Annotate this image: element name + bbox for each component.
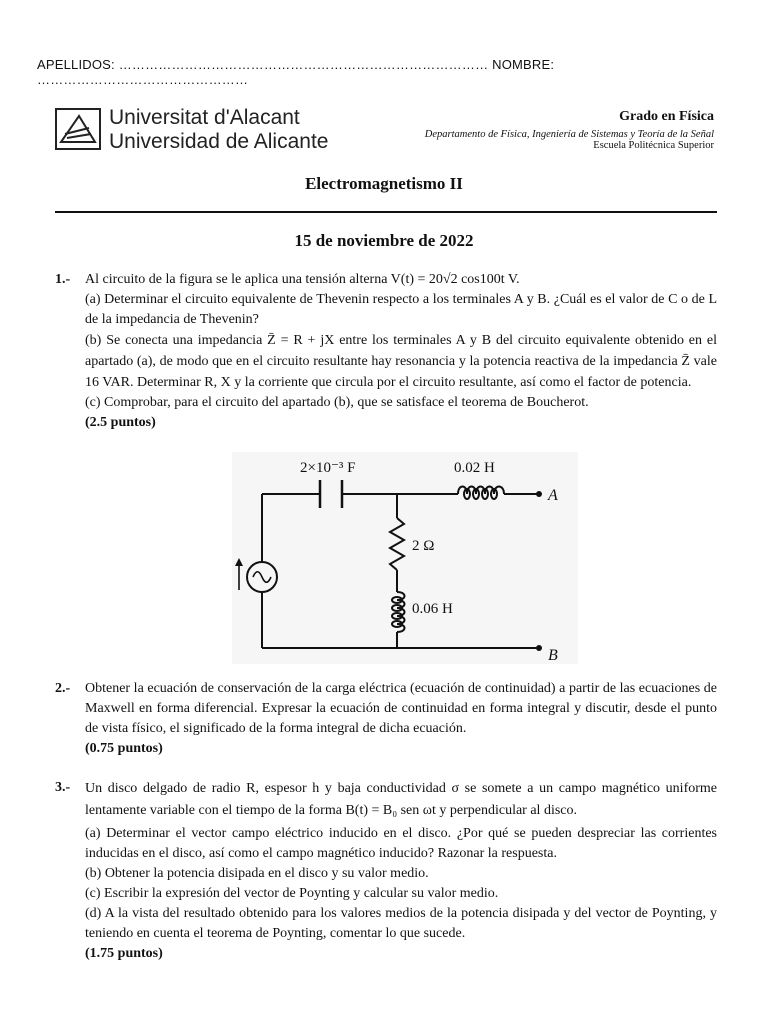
nombre-field[interactable]: ………………………………………… (37, 72, 249, 87)
question-points: (2.5 puntos) (85, 415, 156, 430)
university-name (109, 106, 328, 154)
question-number: 3.- (55, 780, 71, 795)
question-intro: Al circuito de la figura se le aplica una tensión alterna V(t) = 20√2 cos100t V. (85, 272, 520, 287)
question-part-a: (a) Determinar el vector campo eléctrico inducido en el disco. ¿Por qué se pueden despreciar las corrientes inducidas en el disco, así como el campo magnético inducido? Razonar la respuesta. (85, 826, 717, 861)
terminal-b-label: B (548, 647, 558, 664)
school-name: Escuela Politécnica Superior (593, 140, 714, 151)
question-part-c: (c) Escribir la expresión del vector de Poynting y calcular su valor medio. (85, 886, 499, 901)
department-name: Departamento de Física, Ingeniería de Sistemas y Teoría de la Señal (424, 129, 714, 140)
terminal-b-icon (536, 645, 542, 651)
university-line2: Universidad de Alicante (109, 130, 329, 153)
question-3 (55, 778, 717, 964)
question-body: Obtener la ecuación de conservación de la carga eléctrica (ecuación de continuidad) a partir de las ecuaciones de Maxwell en forma diferencial. Expresar la ecuación de continuidad en forma integral y discutir, desde el punto de vista físico, el significado de la forma integral de dicha ecuación. (85, 681, 717, 736)
circuit-diagram (232, 452, 578, 664)
question-number: 2.- (55, 681, 71, 696)
apellidos-label: APELLIDOS: (37, 57, 115, 72)
resistor-label: 2 Ω (412, 538, 435, 554)
question-part-d: (d) A la vista del resultado obtenido para los valores medios de la potencia disipada y del vector de Poynting, y teniendo en cuenta el teorema de Poynting, comentar lo que sucede. (85, 906, 717, 941)
question-2 (55, 679, 717, 759)
question-points: (1.75 puntos) (85, 946, 163, 961)
inductor-bottom-icon (392, 592, 405, 632)
question-part-a: (a) Determinar el circuito equivalente de Thevenin respecto a los terminales A y B. ¿Cuál es el valor de C o de L de la impedancia de Thevenin? (85, 292, 717, 327)
terminal-a-label: A (548, 487, 558, 504)
exam-date: 15 de noviembre de 2022 (294, 231, 474, 250)
apellidos-field[interactable]: ………………………………………………………………………… (118, 57, 489, 72)
question-part-c: (c) Comprobar, para el circuito del apartado (b), que se satisface el teorema de Boucherot. (85, 395, 589, 410)
question-points: (0.75 puntos) (85, 741, 163, 756)
question-1 (55, 270, 717, 433)
question-part-b: (b) Se conecta una impedancia Z̄ = R + jX entre los terminales A y B del circuito equivalente obtenido en el apartado (a), de modo que en el circuito resultante hay resonancia y la potencia reactiva de la impedancia Z̄ vale 16 VAR. Determinar R, X y la corriente que circula por el circuito resultante, así como el factor de potencia. (85, 333, 717, 390)
exam-subject: Electromagnetismo II (305, 174, 463, 193)
capacitor-label: 2×10⁻³ F (300, 460, 356, 476)
inductor-top-icon (458, 487, 504, 500)
university-line1: Universitat d'Alacant (109, 106, 300, 129)
course-info (425, 109, 714, 151)
inductor-top-label: 0.02 H (454, 460, 495, 476)
university-logo-icon (55, 108, 101, 150)
ac-source-icon (235, 558, 277, 592)
capacitor-icon (320, 480, 342, 508)
resistor-icon (390, 518, 404, 570)
question-number: 1.- (55, 272, 71, 287)
nombre-label: NOMBRE: (492, 57, 555, 72)
question-intro: Un disco delgado de radio R, espesor h y baja conductividad σ se somete a un campo magnético uniforme lentamente variable con el tiempo de la forma B(t) = B₀ sen ωt y perpendicular al disco. (85, 781, 717, 818)
student-line (37, 57, 737, 87)
terminal-a-icon (536, 491, 542, 497)
question-part-b: (b) Obtener la potencia disipada en el disco y su valor medio. (85, 866, 429, 881)
title-divider (55, 211, 717, 213)
degree-name: Grado en Física (619, 109, 714, 124)
inductor-bottom-label: 0.06 H (412, 601, 453, 617)
